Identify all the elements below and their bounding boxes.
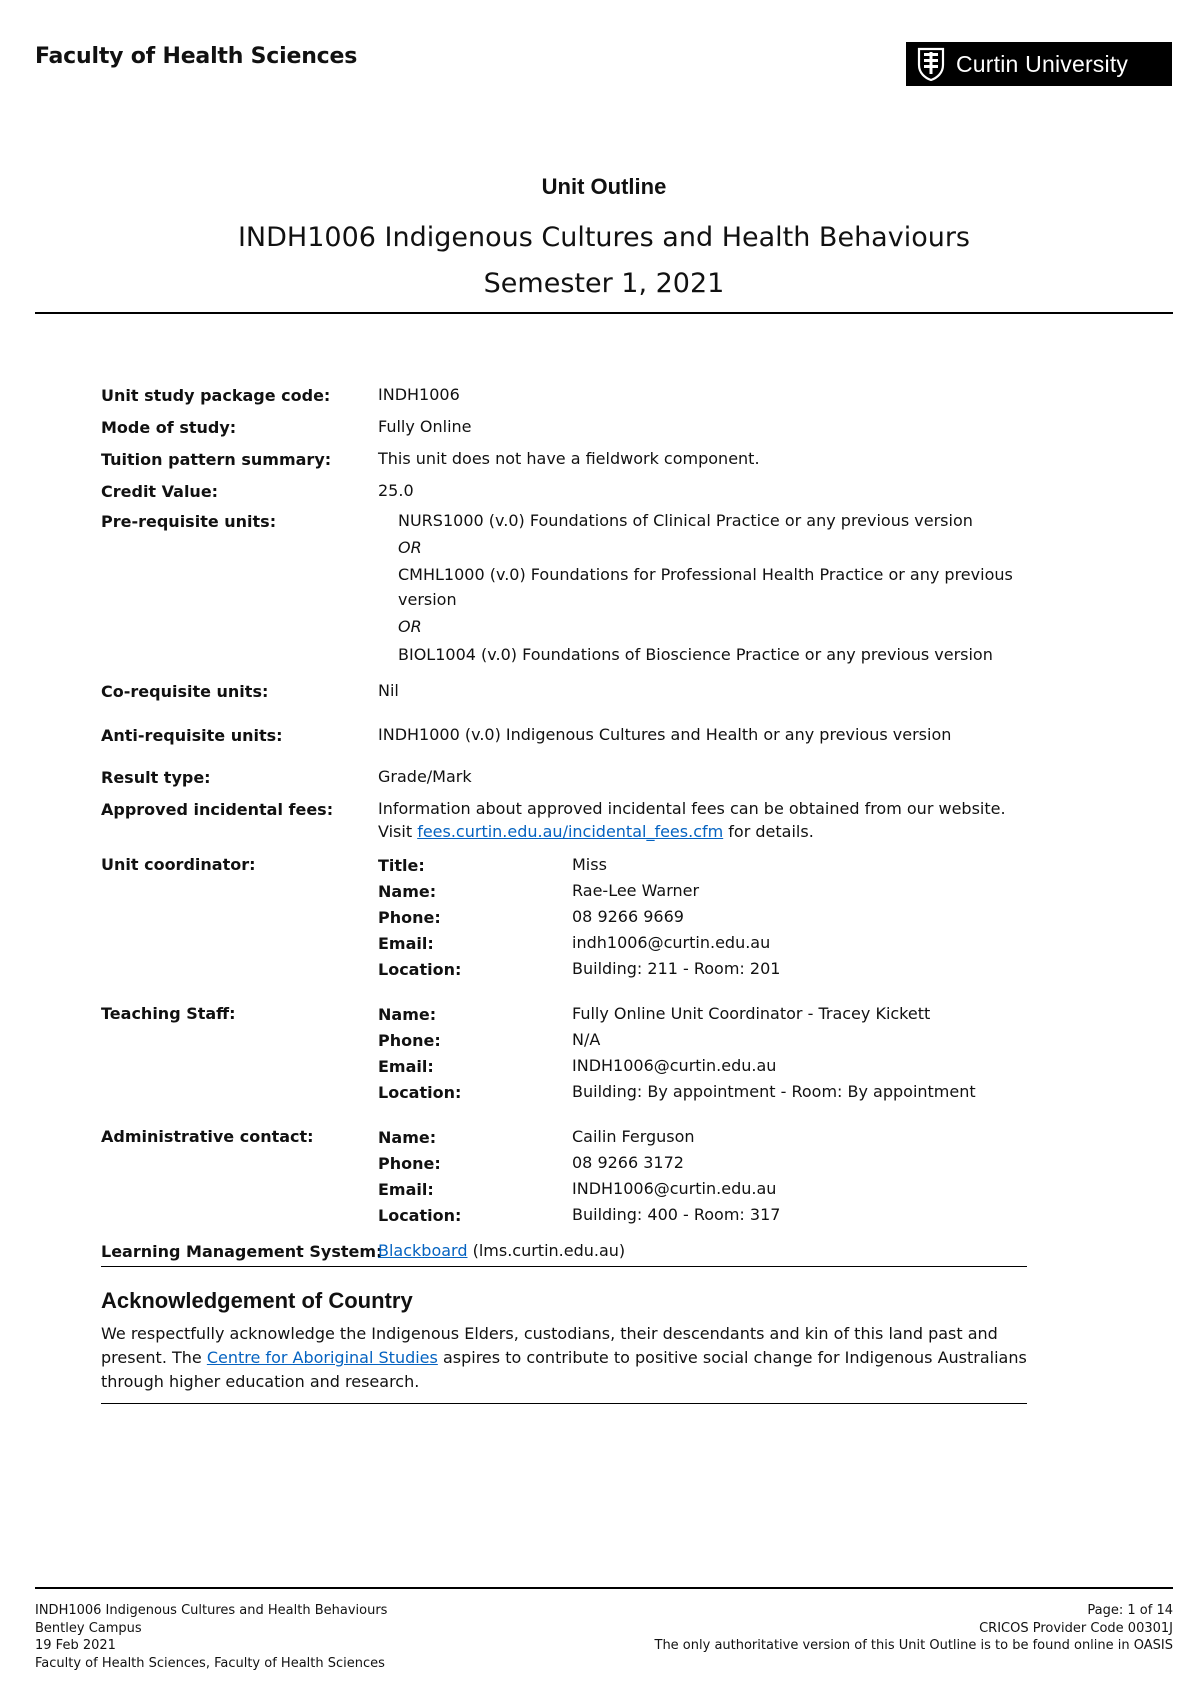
teaching-name-label: Name: <box>378 1005 437 1024</box>
credit-label: Credit Value: <box>101 482 219 501</box>
prerequisite-or: OR <box>398 617 422 636</box>
coordinator-email: indh1006@curtin.edu.au <box>572 933 771 952</box>
logo-wordmark: Curtin University <box>956 50 1129 77</box>
fees-info: Information about approved incidental fees can be obtained from our website. <box>378 799 1006 818</box>
package-code-value: INDH1006 <box>378 385 460 404</box>
coordinator-name-label: Name: <box>378 882 437 901</box>
credit-value: 25.0 <box>378 481 414 500</box>
semester-title: Semester 1, 2021 <box>483 268 725 299</box>
tuition-label: Tuition pattern summary: <box>101 450 332 469</box>
coordinator-title-label: Title: <box>378 856 425 875</box>
antirequisites-value: INDH1000 (v.0) Indigenous Cultures and Health or any previous version <box>378 725 952 744</box>
result-type-label: Result type: <box>101 768 211 787</box>
lms-line <box>378 1241 625 1260</box>
footer-unit-name: INDH1006 Indigenous Cultures and Health Behaviours <box>35 1603 388 1618</box>
footer-right <box>655 1602 1174 1655</box>
antirequisites-label: Anti-requisite units: <box>101 726 283 745</box>
coordinator-name: Rae-Lee Warner <box>572 881 700 900</box>
acknowledgement-text-after: aspires to contribute to positive social change for Indigenous Australians through higher education and research. <box>101 1348 1027 1391</box>
teaching-email: INDH1006@curtin.edu.au <box>572 1056 777 1075</box>
acknowledgement-heading: Acknowledgement of Country <box>101 1288 413 1313</box>
coordinator-location: Building: 211 - Room: 201 <box>572 959 781 978</box>
tuition-value: This unit does not have a fieldwork component. <box>378 449 760 468</box>
admin-email: INDH1006@curtin.edu.au <box>572 1179 777 1198</box>
acknowledgement-divider <box>101 1403 1027 1404</box>
coordinator-phone-label: Phone: <box>378 908 441 927</box>
admin-contact-label: Administrative contact: <box>101 1127 314 1146</box>
unit-title: INDH1006 Indigenous Cultures and Health Behaviours <box>237 222 971 253</box>
footer-date: 19 Feb 2021 <box>35 1638 116 1653</box>
curtin-crest-icon <box>916 47 946 81</box>
coordinator-email-label: Email: <box>378 934 434 953</box>
curtin-logo <box>906 42 1172 86</box>
teaching-staff-label: Teaching Staff: <box>101 1004 236 1023</box>
admin-name: Cailin Ferguson <box>572 1127 695 1146</box>
admin-location: Building: 400 - Room: 317 <box>572 1205 781 1224</box>
prerequisite-or: OR <box>398 538 422 557</box>
footer-faculty: Faculty of Health Sciences, Faculty of Health Sciences <box>35 1655 385 1671</box>
teaching-phone: N/A <box>572 1030 601 1049</box>
footer-authority-note: The only authoritative version of this Unit Outline is to be found online in OASIS <box>654 1638 1173 1653</box>
teaching-email-label: Email: <box>378 1057 434 1076</box>
fees-link[interactable]: fees.curtin.edu.au/incidental_fees.cfm <box>417 822 724 841</box>
teaching-phone-label: Phone: <box>378 1031 441 1050</box>
footer-divider <box>35 1587 1173 1589</box>
mode-label: Mode of study: <box>101 418 237 437</box>
coordinator-label: Unit coordinator: <box>101 855 256 874</box>
package-code-label: Unit study package code: <box>101 386 331 405</box>
footer-page-number: Page: 1 of 14 <box>1087 1603 1173 1618</box>
fees-visit-text: Visit <box>378 822 413 841</box>
coordinator-phone: 08 9266 9669 <box>572 907 684 926</box>
admin-name-label: Name: <box>378 1128 437 1147</box>
lms-label: Learning Management System: <box>101 1242 383 1261</box>
result-type-value: Grade/Mark <box>378 767 472 786</box>
acknowledgement-text <box>101 1322 1041 1394</box>
admin-phone-label: Phone: <box>378 1154 441 1173</box>
corequisites-value: Nil <box>378 681 399 700</box>
corequisites-label: Co-requisite units: <box>101 682 269 701</box>
faculty-name: Faculty of Health Sciences <box>35 44 358 69</box>
blackboard-link[interactable]: Blackboard <box>378 1241 468 1260</box>
acknowledgement-text-before: We respectfully acknowledge the Indigenous Elders, custodians, their descendants and kin of this land past and present. The <box>101 1324 998 1367</box>
footer-left <box>35 1602 387 1672</box>
teaching-location-label: Location: <box>378 1083 462 1102</box>
fees-label: Approved incidental fees: <box>101 800 334 819</box>
footer-cricos: CRICOS Provider Code 00301J <box>979 1620 1173 1636</box>
prerequisites-label: Pre-requisite units: <box>101 512 277 531</box>
prerequisite-item: NURS1000 (v.0) Foundations of Clinical Practice or any previous version <box>398 511 973 530</box>
coordinator-location-label: Location: <box>378 960 462 979</box>
admin-phone: 08 9266 3172 <box>572 1153 684 1172</box>
lms-url-text: (lms.curtin.edu.au) <box>472 1241 626 1260</box>
mode-value: Fully Online <box>378 417 472 436</box>
fees-after-text: for details. <box>728 822 814 841</box>
prerequisite-item-continued: version <box>398 590 457 609</box>
prerequisite-item: CMHL1000 (v.0) Foundations for Professional Health Practice or any previous <box>398 565 1013 584</box>
coordinator-title: Miss <box>572 855 607 874</box>
teaching-name: Fully Online Unit Coordinator - Tracey Kickett <box>572 1004 931 1023</box>
admin-email-label: Email: <box>378 1180 434 1199</box>
prerequisite-item: BIOL1004 (v.0) Foundations of Bioscience Practice or any previous version <box>398 645 993 664</box>
document-heading: Unit Outline <box>541 174 667 199</box>
centre-aboriginal-studies-link[interactable]: Centre for Aboriginal Studies <box>206 1348 438 1367</box>
teaching-location: Building: By appointment - Room: By appointment <box>572 1082 976 1101</box>
title-divider <box>35 312 1173 314</box>
admin-location-label: Location: <box>378 1206 462 1225</box>
fees-visit-line <box>378 822 814 841</box>
footer-campus: Bentley Campus <box>35 1620 142 1636</box>
section-divider <box>101 1266 1027 1267</box>
